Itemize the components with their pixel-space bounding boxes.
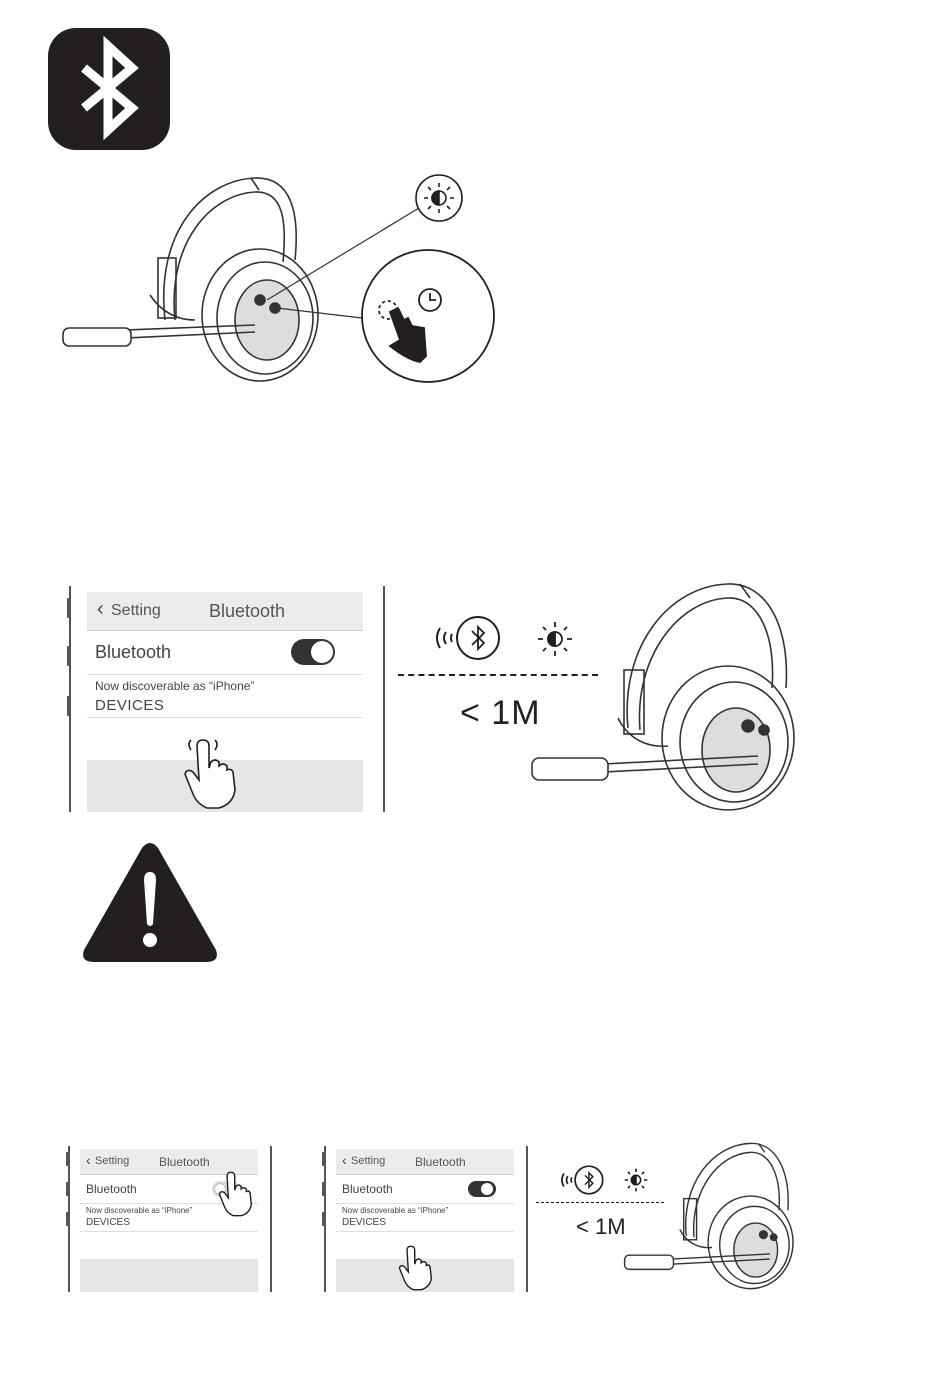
devices-header: DEVICES	[95, 697, 165, 714]
tap-hand-icon	[183, 738, 239, 810]
back-button[interactable]: Setting	[351, 1155, 386, 1167]
distance-label: < 1M	[576, 1214, 626, 1239]
tap-hand-icon	[398, 1245, 434, 1291]
page-title: Bluetooth	[415, 1155, 466, 1169]
devices-header: DEVICES	[342, 1217, 386, 1228]
devices-header: DEVICES	[86, 1217, 130, 1228]
page-title: Bluetooth	[159, 1155, 210, 1169]
bluetooth-label: Bluetooth	[86, 1182, 137, 1196]
bluetooth-signal-icon	[428, 614, 504, 662]
discoverable-text: Now discoverable as “iPhone”	[86, 1206, 193, 1215]
distance-label: < 1M	[460, 694, 541, 732]
bluetooth-signal-icon	[556, 1164, 606, 1196]
led-indicator-icon	[415, 174, 463, 222]
bluetooth-icon	[48, 28, 170, 150]
tap-hand-icon	[218, 1171, 254, 1217]
phone-screen	[69, 586, 385, 812]
phone-screen	[68, 1146, 272, 1292]
back-button[interactable]: Setting	[95, 1155, 130, 1167]
page-title: Bluetooth	[209, 601, 286, 621]
headset-illustration	[622, 1138, 802, 1294]
phone-screen	[324, 1146, 528, 1292]
chevron-left-icon[interactable]: ‹	[97, 598, 104, 620]
chevron-left-icon[interactable]: ‹	[86, 1152, 91, 1168]
bluetooth-toggle[interactable]	[468, 1181, 496, 1197]
back-button[interactable]: Setting	[111, 602, 161, 619]
press-and-hold-icon	[360, 248, 496, 384]
chevron-left-icon[interactable]: ‹	[342, 1152, 347, 1168]
discoverable-text: Now discoverable as “iPhone”	[95, 679, 255, 693]
bluetooth-toggle[interactable]	[291, 639, 335, 665]
discoverable-text: Now discoverable as “iPhone”	[342, 1206, 449, 1215]
warning-icon	[80, 840, 220, 964]
bluetooth-label: Bluetooth	[95, 642, 172, 662]
bluetooth-label: Bluetooth	[342, 1182, 393, 1196]
headset-illustration	[528, 578, 808, 816]
